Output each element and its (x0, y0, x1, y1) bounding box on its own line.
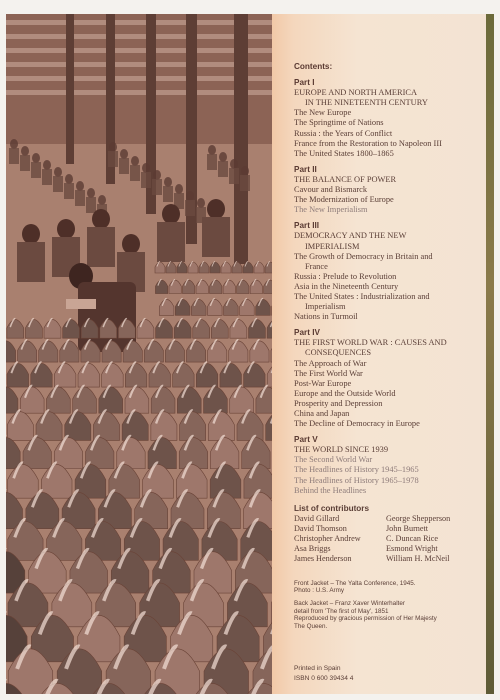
part-label: Part I (294, 78, 315, 88)
credit-line: Photo : U.S. Army (294, 587, 345, 595)
contents-entry: The Approach of War (294, 358, 367, 368)
contributor-name: Christopher Andrew (294, 533, 361, 543)
credit-line: detail from 'The first of May', 1851 (294, 607, 389, 615)
contents-entry: Russia : Prelude to Revolution (294, 271, 397, 281)
contents-entry: IN THE NINETEENTH CENTURY (305, 98, 428, 108)
contents-entry: THE BALANCE OF POWER (294, 174, 397, 184)
contents-entry: The Second World War (294, 455, 373, 465)
back-jacket-credit (294, 600, 484, 630)
part-label: Part III (294, 221, 320, 231)
contents-entry: The New Imperialism (294, 205, 368, 215)
munitions-factory-photo (6, 14, 272, 694)
contents-entry: The Growth of Democracy in Britain and (294, 251, 433, 261)
contents-heading: Contents: (294, 62, 333, 71)
contents-entry: The Headlines of History 1945–1965 (294, 465, 419, 475)
credit-line: Reproduced by gracious permission of Her Majesty (294, 615, 437, 623)
contents-panel (272, 14, 486, 694)
contributor-name: C. Duncan Rice (386, 533, 439, 543)
contributor-name: James Henderson (294, 553, 352, 563)
isbn: ISBN 0 600 39434 4 (294, 675, 354, 683)
contents-entry: THE FIRST WORLD WAR : CAUSES AND (294, 338, 447, 348)
contents-entry: The United States : Industrialization and (294, 291, 430, 301)
front-jacket-credit (294, 580, 484, 595)
contributor-name: Esmond Wright (386, 543, 438, 553)
contents-entry: Post-War Europe (294, 378, 352, 388)
credit-line: Back Jacket – Franz Xaver Winterhalter (294, 600, 405, 608)
contents-entry: The United States 1800–1865 (294, 148, 394, 158)
contents-entry: China and Japan (294, 409, 350, 418)
credit-line: The Queen. (294, 622, 328, 630)
contents-entry: The Headlines of History 1965–1978 (294, 475, 419, 485)
photo-illustration (6, 14, 272, 694)
contributors-title: List of contributors (294, 503, 370, 513)
credit-line: Front Jacket – The Yalta Conference, 1945. (294, 579, 416, 587)
contents-entry: THE WORLD SINCE 1939 (294, 445, 389, 455)
contents-entry: France from the Restoration to Napoleon III (294, 138, 442, 148)
printing-info (294, 664, 484, 684)
contributor-name: John Burnett (386, 523, 429, 533)
contributor-name: Asa Briggs (294, 543, 331, 553)
contents-entry: Russia : the Years of Conflict (294, 128, 393, 138)
contents-entry: The Decline of Democracy in Europe (294, 419, 420, 429)
contributor-name: George Shepperson (386, 513, 451, 523)
contributor-name: William H. McNeil (386, 553, 450, 563)
part-label: Part IV (294, 328, 320, 338)
contents-entry: France (305, 261, 328, 271)
contents-entry: The Modernization of Europe (294, 195, 394, 205)
contents-entry: Behind the Headlines (294, 485, 367, 495)
contents-entry: Asia in the Nineteenth Century (294, 281, 399, 291)
contents-entry: Prosperity and Depression (294, 398, 383, 408)
contributor-name: David Gillard (294, 513, 340, 523)
contributor-name: David Thomson (294, 523, 347, 533)
contents-entry: DEMOCRACY AND THE NEW (294, 231, 407, 241)
contents-entry: EUROPE AND NORTH AMERICA (294, 88, 418, 98)
contents-entry: The First World War (294, 368, 363, 378)
contents-parts (294, 78, 484, 496)
contents-entry: Cavour and Bismarck (294, 185, 368, 195)
part-label: Part II (294, 164, 317, 174)
spine-edge (486, 14, 494, 694)
contents-entry: IMPERIALISM (305, 241, 360, 251)
book-cover-page (6, 14, 494, 694)
contents-entry: The Springtime of Nations (294, 118, 384, 128)
contents-entry: Europe and the Outside World (294, 388, 396, 398)
part-label: Part V (294, 435, 318, 445)
contributors-list (294, 514, 484, 564)
contents-entry: CONSEQUENCES (305, 348, 372, 358)
contents-entry: Nations in Turmoil (294, 312, 358, 322)
printed-in: Printed in Spain (294, 665, 341, 673)
contents-entry: The New Europe (294, 108, 352, 118)
contents-entry: Imperialism (305, 302, 346, 312)
